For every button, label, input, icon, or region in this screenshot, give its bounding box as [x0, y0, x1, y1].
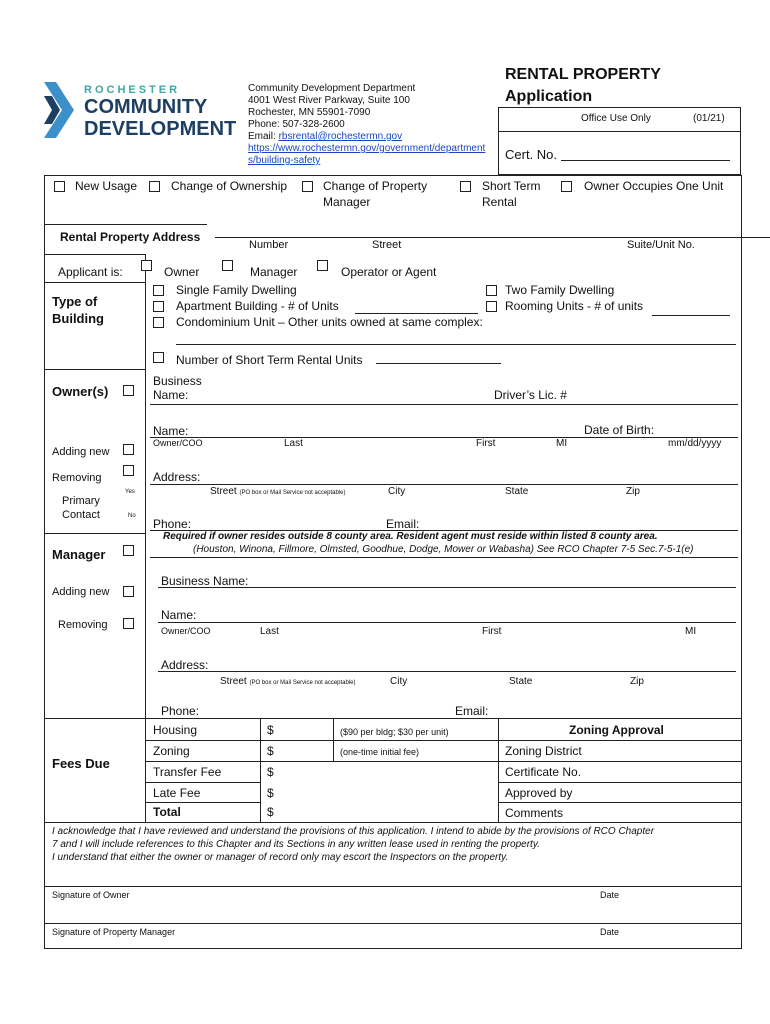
manager-business-label: Business Name: [161, 574, 249, 588]
two-family-label: Two Family Dwelling [505, 283, 615, 297]
manager-owner-coo-label: Owner/COO [161, 626, 211, 636]
manager-street-label: Street [220, 676, 247, 687]
signature-manager-date-label: Date [600, 927, 620, 937]
owners-notice-line [150, 557, 738, 558]
owners-rule [44, 533, 145, 534]
owners-primary-no[interactable]: No [128, 513, 136, 519]
zoning-district-label: Zoning District [505, 744, 582, 758]
change-manager-checkbox[interactable] [302, 181, 313, 192]
owners-last-label: Last [284, 438, 303, 449]
rooming-units-line[interactable] [652, 315, 730, 316]
two-family-checkbox[interactable] [486, 285, 497, 296]
short-term-units-line[interactable] [376, 363, 501, 364]
owners-street-label: Street [210, 486, 237, 497]
manager-last-label: Last [260, 626, 279, 637]
signature-owner-top-rule [44, 886, 742, 887]
new-usage-label: New Usage [75, 179, 138, 193]
rooming-label: Rooming Units - # of units [505, 299, 644, 313]
signature-manager-label: Signature of Property Manager [52, 927, 176, 937]
fees-row-rule-3b [498, 782, 742, 783]
building-rule [44, 369, 145, 370]
fee-zoning-label: Zoning [153, 744, 190, 758]
form-version: (01/21) [693, 113, 725, 124]
condo-checkbox[interactable] [153, 317, 164, 328]
manager-city-label: City [390, 676, 408, 687]
title-line2: Application [505, 88, 593, 105]
manager-adding-new-checkbox[interactable] [123, 586, 134, 597]
short-term-units-checkbox[interactable] [153, 352, 164, 363]
short-term-label-2: Rental [482, 195, 517, 209]
fees-col1-divider [145, 718, 146, 822]
owners-adding-new-label: Adding new [52, 446, 110, 458]
fee-transfer-label: Transfer Fee [153, 765, 222, 779]
short-term-label-1: Short Term [482, 179, 541, 193]
manager-business-line[interactable] [158, 587, 736, 588]
owners-name-label: Name: [153, 424, 189, 438]
dept-address2: Rochester, MN 55901-7090 [248, 107, 371, 118]
condo-label: Condominium Unit – Other units owned at same complex: [176, 315, 483, 329]
cert-label: Cert. No. [505, 147, 558, 162]
dept-email-label: Email: [248, 131, 279, 142]
fees-bottom-rule [44, 822, 742, 823]
owners-business-label-1: Business [153, 374, 202, 388]
owners-address-label: Address: [153, 470, 201, 484]
left-column-divider [145, 254, 146, 718]
logo-line1: ROCHESTER [84, 84, 181, 96]
building-type-label-1: Type of [52, 294, 98, 309]
owners-counties: (Houston, Winona, Fillmore, Olmsted, Goodhue, Dodge, Mower or Wabasha) See RCO Chapter 7-5 Sec.7-5-1(e) [193, 544, 694, 555]
dept-phone: Phone: 507-328-2600 [248, 119, 345, 130]
fee-housing-note: ($90 per bldg; $30 per unit) [340, 727, 449, 737]
cert-line[interactable] [561, 160, 730, 161]
manager-adding-new-label: Adding new [52, 586, 110, 598]
fees-row-rule-1 [145, 740, 742, 741]
manager-zip-label: Zip [630, 676, 644, 687]
applicant-owner-checkbox[interactable] [141, 260, 152, 271]
signature-manager-field[interactable] [44, 940, 742, 948]
logo-line3: DEVELOPMENT [84, 118, 237, 140]
change-manager-label-1: Change of Property [323, 179, 428, 193]
manager-name-line[interactable] [158, 622, 736, 623]
zoning-approved-by-label: Approved by [505, 786, 573, 800]
manager-phone-label: Phone: [161, 704, 200, 718]
applicant-rule [44, 282, 145, 283]
owners-street-row [210, 487, 346, 497]
owners-owner-coo-label: Owner/COO [153, 438, 203, 448]
owner-occupies-label: Owner Occupies One Unit [584, 179, 724, 193]
address-label-rule [44, 224, 207, 225]
address-line[interactable] [215, 237, 770, 238]
applicant-manager-label: Manager [250, 265, 298, 279]
apartment-units-line[interactable] [355, 313, 478, 314]
manager-state-label: State [509, 676, 533, 687]
left-column-top-rule [44, 254, 145, 255]
rooming-checkbox[interactable] [486, 301, 497, 312]
dept-url-link-2[interactable]: s/building-safety [248, 155, 321, 166]
owners-primary-contact-label-2: Contact [62, 509, 100, 521]
fees-label: Fees Due [52, 756, 110, 771]
owners-removing-checkbox[interactable] [123, 465, 134, 476]
owners-business-line[interactable] [150, 404, 738, 405]
zoning-approval-title: Zoning Approval [569, 723, 664, 737]
owners-dob-label: Date of Birth: [584, 423, 655, 437]
owners-state-label: State [505, 486, 529, 497]
owners-zip-label: Zip [626, 486, 640, 497]
dept-name: Community Development Department [248, 83, 416, 94]
owners-removing-label: Removing [52, 472, 102, 484]
ack-line-2: 7 and I will include references to this Chapter and its Sections in any written lease used in renting the property. [52, 839, 540, 850]
logo-line2: COMMUNITY [84, 96, 208, 118]
ack-line-3: I understand that either the owner or manager of record only may escort the Inspectors on the property. [52, 852, 509, 863]
owners-checkbox[interactable] [123, 385, 134, 396]
fee-housing-amount[interactable]: $ [267, 723, 274, 737]
change-owner-checkbox[interactable] [149, 181, 160, 192]
applicant-manager-checkbox[interactable] [222, 260, 233, 271]
ack-line-1: I acknowledge that I have reviewed and understand the provisions of this application. I intend to abide by the provisions of RCO Chapter [52, 826, 655, 837]
manager-street-row [220, 677, 356, 687]
manager-removing-checkbox[interactable] [123, 618, 134, 629]
manager-label: Manager [52, 547, 106, 562]
fees-top-rule [44, 718, 742, 719]
owners-street-note: (PO box or Mail Service not acceptable) [239, 490, 346, 496]
owners-label: Owner(s) [52, 384, 109, 399]
owners-address-line[interactable] [150, 484, 738, 485]
condo-other-line[interactable] [176, 344, 736, 345]
dept-url-link-1[interactable]: https://www.rochestermn.gov/government/department [248, 143, 486, 154]
fee-late-label: Late Fee [153, 786, 201, 800]
owners-license-label: Driver’s Lic. # [494, 388, 567, 402]
apartment-label: Apartment Building - # of Units [176, 299, 339, 313]
short-term-units-label: Number of Short Term Rental Units [176, 353, 363, 367]
zoning-certificate-label: Certificate No. [505, 765, 582, 779]
signature-owner-label: Signature of Owner [52, 890, 130, 900]
fees-row-rule-4a [145, 802, 260, 803]
title-line1: RENTAL PROPERTY [505, 66, 661, 83]
owners-date-format: mm/dd/yyyy [668, 438, 722, 449]
short-term-checkbox[interactable] [460, 181, 471, 192]
change-owner-label: Change of Ownership [171, 179, 288, 193]
owner-occupies-checkbox[interactable] [561, 181, 572, 192]
address-label: Rental Property Address [60, 230, 201, 244]
dept-email-row [248, 132, 402, 142]
applicant-owner-label: Owner [164, 265, 200, 279]
fee-housing-label: Housing [153, 723, 198, 737]
apartment-checkbox[interactable] [153, 301, 164, 312]
owners-name-line[interactable] [150, 437, 738, 438]
manager-email-label: Email: [455, 704, 489, 718]
building-type-label-2: Building [52, 311, 104, 326]
manager-street-note: (PO box or Mail Service not acceptable) [249, 680, 356, 686]
applicant-label: Applicant is: [58, 265, 123, 279]
fees-row-rule-3a [145, 782, 260, 783]
signature-owner-field[interactable] [44, 903, 742, 921]
address-suite-label: Suite/Unit No. [627, 239, 695, 251]
signature-owner-date-label: Date [600, 890, 620, 900]
manager-name-label: Name: [161, 608, 197, 622]
manager-mi-label: MI [685, 626, 697, 637]
manager-address-label: Address: [161, 658, 209, 672]
owners-business-label-2: Name: [153, 388, 189, 402]
fee-late-amount[interactable]: $ [267, 786, 274, 800]
fee-zoning-amount[interactable]: $ [267, 744, 274, 758]
address-number-label: Number [249, 239, 289, 251]
change-manager-label-2: Manager [323, 195, 371, 209]
manager-checkbox[interactable] [123, 545, 134, 556]
owners-primary-yes[interactable]: Yes [125, 489, 135, 495]
office-divider [498, 131, 741, 132]
zoning-comments-label: Comments [505, 806, 564, 820]
applicant-operator-label: Operator or Agent [341, 265, 437, 279]
fees-col4-divider [498, 718, 499, 822]
owners-mi-label: MI [556, 438, 568, 449]
fee-total-label: Total [153, 805, 181, 819]
fee-zoning-note: (one-time initial fee) [340, 747, 420, 757]
owners-adding-new-checkbox[interactable] [123, 444, 134, 455]
new-usage-checkbox[interactable] [54, 181, 65, 192]
signature-manager-top-rule [44, 923, 742, 924]
logo-chevron-icon [44, 82, 76, 140]
fees-row-rule-4b [498, 802, 742, 803]
dept-email-link[interactable]: rbsrental@rochestermn.gov [278, 131, 403, 142]
address-street-label: Street [372, 239, 402, 251]
manager-first-label: First [482, 626, 502, 637]
single-family-checkbox[interactable] [153, 285, 164, 296]
fees-col2-divider [260, 718, 261, 822]
owners-phone-label: Phone: [153, 517, 192, 531]
owners-notice: Required if owner resides outside 8 county area. Resident agent must reside within listed 8 county area. [163, 531, 658, 542]
owners-city-label: City [388, 486, 406, 497]
fee-total-amount[interactable]: $ [267, 805, 274, 819]
office-label: Office Use Only [581, 113, 651, 124]
owners-first-label: First [476, 438, 496, 449]
dept-address1: 4001 West River Parkway, Suite 100 [248, 95, 410, 106]
manager-removing-label: Removing [58, 619, 108, 631]
manager-address-line[interactable] [158, 671, 736, 672]
single-family-label: Single Family Dwelling [176, 283, 297, 297]
owners-primary-contact-label-1: Primary [62, 495, 100, 507]
fee-transfer-amount[interactable]: $ [267, 765, 274, 779]
fees-row-rule-2 [145, 761, 742, 762]
owners-email-label: Email: [386, 517, 420, 531]
applicant-operator-checkbox[interactable] [317, 260, 328, 271]
